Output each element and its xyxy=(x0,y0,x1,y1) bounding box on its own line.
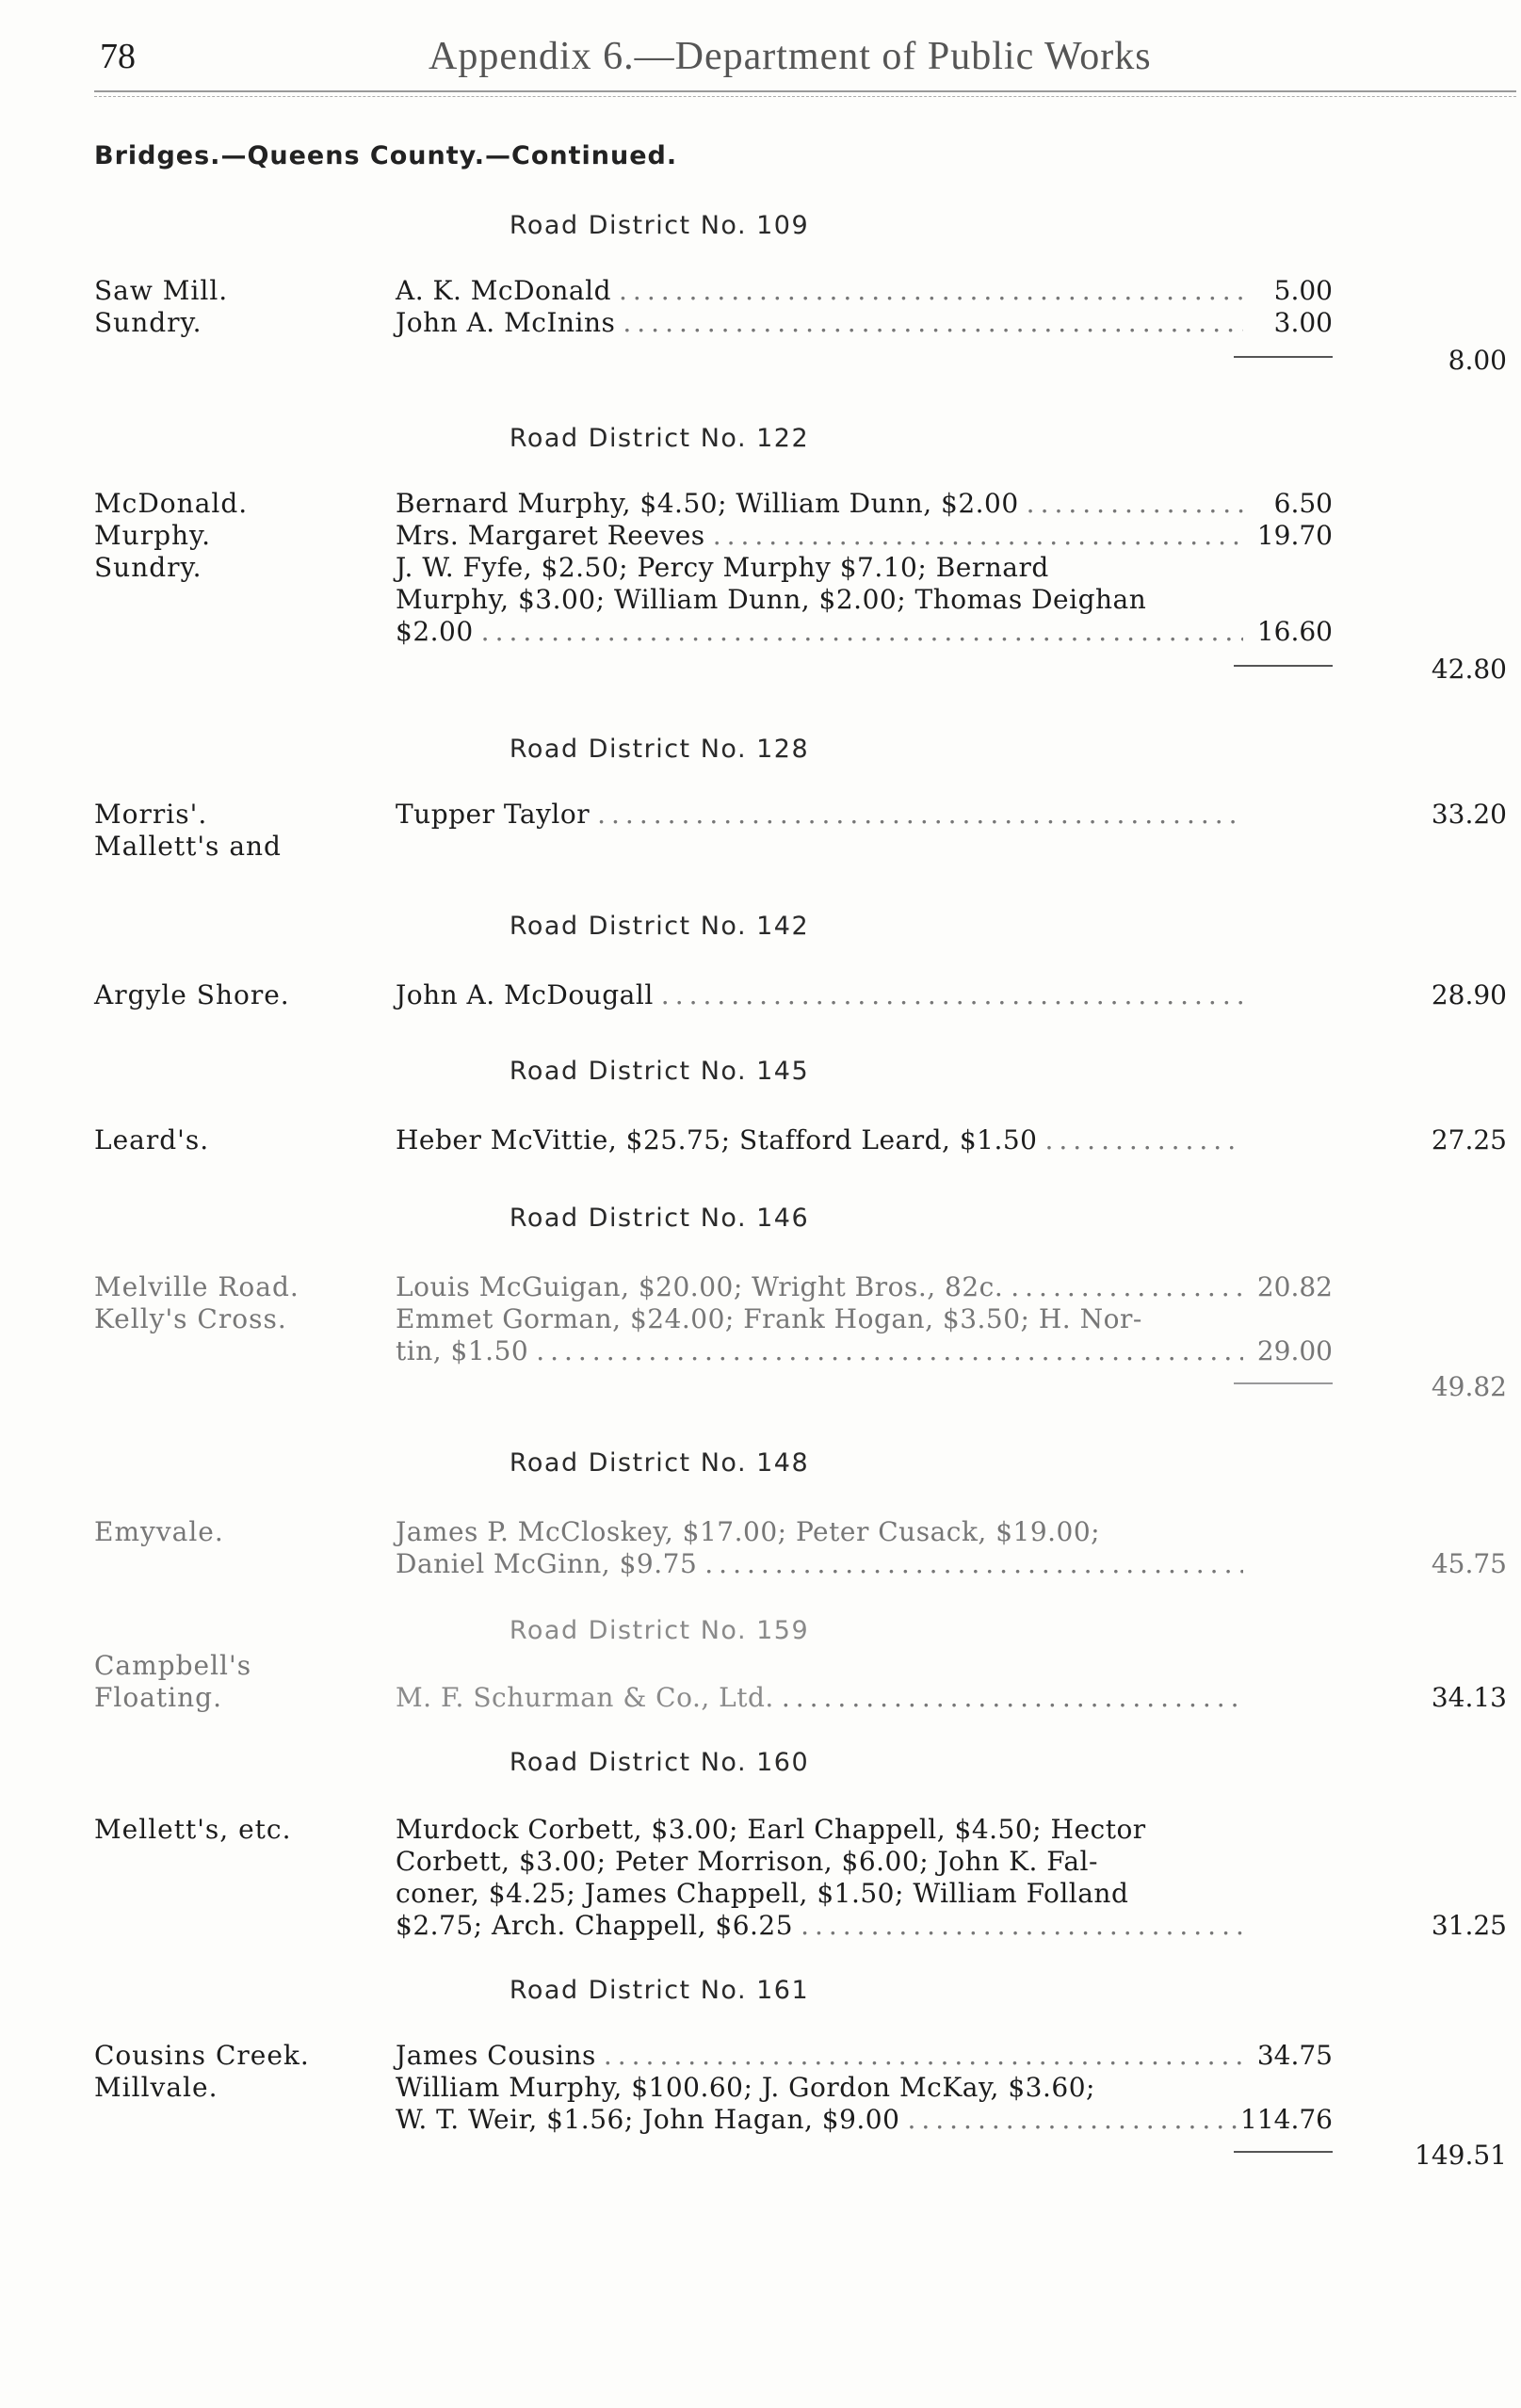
item-amount: 16.60 xyxy=(1256,616,1333,647)
place-name: McDonald. xyxy=(94,488,249,519)
place-name: Sundry. xyxy=(94,307,202,338)
payee-line: W. T. Weir, $1.56; John Hagan, $9.00 ..... xyxy=(396,2104,1243,2135)
district-total: 49.82 xyxy=(1431,1371,1507,1402)
item-amount: 5.00 xyxy=(1273,275,1333,306)
place-name: Sundry. xyxy=(94,552,202,583)
place-name: Floating. xyxy=(94,1682,222,1713)
district-heading-109: Road District No. 109 xyxy=(509,211,810,240)
payee-line: Louis McGuigan, $20.00; Wright Bros., 82c. ..... xyxy=(396,1271,1243,1302)
sum-rule xyxy=(1234,2151,1333,2153)
header-rule xyxy=(94,90,1516,92)
district-heading-160: Road District No. 160 xyxy=(509,1748,810,1777)
district-heading-142: Road District No. 142 xyxy=(509,912,810,941)
section-subheading: Bridges.—Queens County.—Continued. xyxy=(94,141,678,170)
place-name: Saw Mill. xyxy=(94,275,229,306)
payee-line: coner, $4.25; James Chappell, $1.50; William Folland xyxy=(396,1878,1129,1909)
district-total: 34.13 xyxy=(1431,1682,1507,1713)
running-title: Appendix 6.—Department of Public Works xyxy=(429,35,1152,78)
district-total: 42.80 xyxy=(1431,654,1507,685)
district-total: 149.51 xyxy=(1415,2140,1507,2171)
district-heading-159: Road District No. 159 xyxy=(509,1616,810,1645)
district-total: 45.75 xyxy=(1431,1548,1507,1579)
place-name: Campbell's xyxy=(94,1650,252,1681)
payee-line: J. W. Fyfe, $2.50; Percy Murphy $7.10; Bernard xyxy=(396,552,1049,583)
payee-line: Murdock Corbett, $3.00; Earl Chappell, $4.50; Hector xyxy=(396,1814,1146,1845)
payee-line: Murphy, $3.00; William Dunn, $2.00; Thomas Deighan xyxy=(396,584,1147,615)
payee-line: tin, $1.50 ..... xyxy=(396,1335,1243,1366)
district-heading-146: Road District No. 146 xyxy=(509,1204,810,1233)
payee-line: $2.00 ..... xyxy=(396,616,1243,647)
sum-rule xyxy=(1234,665,1333,667)
payee-line: Mrs. Margaret Reeves ..... xyxy=(396,520,1243,551)
payee-line: William Murphy, $100.60; J. Gordon McKay, $3.60; xyxy=(396,2072,1095,2103)
district-total: 8.00 xyxy=(1448,345,1507,376)
place-name: Cousins Creek. xyxy=(94,2040,310,2071)
item-amount: 114.76 xyxy=(1240,2104,1333,2135)
payee-line: Tupper Taylor ..... xyxy=(396,799,1243,830)
payee-line: James Cousins ..... xyxy=(396,2040,1243,2071)
place-name: Mallett's and xyxy=(94,831,282,862)
district-heading-145: Road District No. 145 xyxy=(509,1057,810,1086)
district-total: 27.25 xyxy=(1431,1124,1507,1156)
item-amount: 19.70 xyxy=(1256,520,1333,551)
page-number: 78 xyxy=(100,37,136,76)
payee-line: M. F. Schurman & Co., Ltd. ..... xyxy=(396,1682,1243,1713)
payee-line: Daniel McGinn, $9.75 ..... xyxy=(396,1548,1243,1579)
page-header xyxy=(94,26,1516,83)
payee-line: A. K. McDonald ..... xyxy=(396,275,1243,306)
place-name: Millvale. xyxy=(94,2072,218,2103)
place-name: Argyle Shore. xyxy=(94,979,290,1010)
place-name: Mellett's, etc. xyxy=(94,1814,292,1845)
item-amount: 34.75 xyxy=(1256,2040,1333,2071)
payee-line: Emmet Gorman, $24.00; Frank Hogan, $3.50; H. Nor- xyxy=(396,1303,1142,1334)
district-total: 33.20 xyxy=(1431,799,1507,830)
payee-line: Corbett, $3.00; Peter Morrison, $6.00; John K. Fal- xyxy=(396,1846,1098,1877)
district-heading-161: Road District No. 161 xyxy=(509,1976,810,2005)
place-name: Melville Road. xyxy=(94,1271,299,1302)
payee-line: John A. McInins ..... xyxy=(396,307,1243,338)
place-name: Kelly's Cross. xyxy=(94,1303,287,1334)
item-amount: 29.00 xyxy=(1256,1335,1333,1366)
payee-line: John A. McDougall ..... xyxy=(396,979,1243,1010)
sum-rule xyxy=(1234,356,1333,358)
district-total: 28.90 xyxy=(1431,979,1507,1010)
district-heading-122: Road District No. 122 xyxy=(509,424,810,453)
item-amount: 3.00 xyxy=(1273,307,1333,338)
payee-line: $2.75; Arch. Chappell, $6.25 ..... xyxy=(396,1910,1243,1941)
place-name: Murphy. xyxy=(94,520,212,551)
item-amount: 6.50 xyxy=(1273,488,1333,519)
payee-line: Bernard Murphy, $4.50; William Dunn, $2.00 ..... xyxy=(396,488,1243,519)
district-heading-128: Road District No. 128 xyxy=(509,735,810,764)
header-rule-secondary xyxy=(94,96,1516,97)
payee-line: Heber McVittie, $25.75; Stafford Leard, $1.50 ..... xyxy=(396,1124,1243,1156)
place-name: Emyvale. xyxy=(94,1516,224,1547)
item-amount: 20.82 xyxy=(1256,1271,1333,1302)
district-heading-148: Road District No. 148 xyxy=(509,1448,810,1478)
place-name: Leard's. xyxy=(94,1124,210,1156)
sum-rule xyxy=(1234,1382,1333,1384)
payee-line: James P. McCloskey, $17.00; Peter Cusack, $19.00; xyxy=(396,1516,1101,1547)
place-name: Morris'. xyxy=(94,799,208,830)
district-total: 31.25 xyxy=(1431,1910,1507,1941)
